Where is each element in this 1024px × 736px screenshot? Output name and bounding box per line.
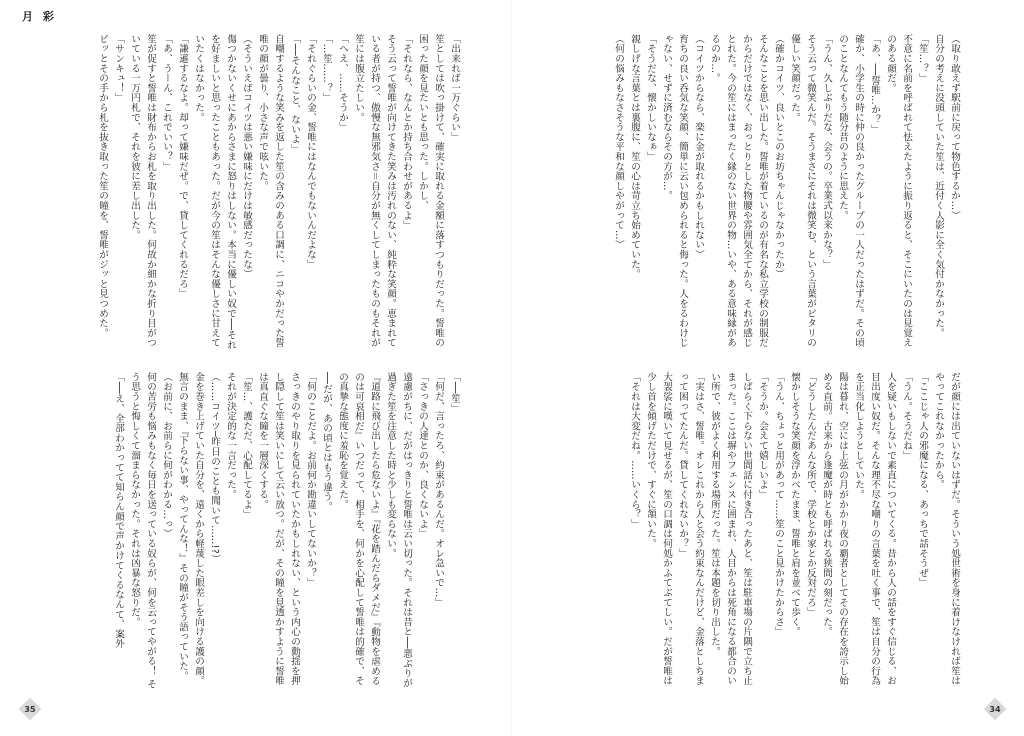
text-paragraph: だが顔には出ていないはずだ。そういう処世術を身に着けなければ笙はやってこれなかったから。 [933, 372, 960, 686]
text-paragraph: （そういえばコイツは悪い嫌味にだけは敏感だったな） [241, 34, 252, 279]
text-paragraph: 確か、小学生の時に仲の良かったグループの一人だったはずだ。その頃のことなんてもう随分昔のように思えた。 [837, 34, 864, 348]
right-page-bottom-text [542, 372, 962, 690]
text-paragraph: 「笙…、護ただ、心配してるよ」 [241, 372, 252, 519]
text-paragraph: さっきのやり取りを見られていたかもしれない、という内心の動揺を押し隠して笙は笑いにして云い放つ。だが、その瞳を見透かすように誓唯は真直ぐな瞳を一層深くする。 [257, 372, 300, 686]
text-paragraph: 「へえ、……そうか」 [337, 34, 348, 132]
text-paragraph: 「何だ、言ったろ、約束があるんだ。オレ急いで…」 [433, 372, 444, 608]
text-paragraph: 傷つかないくせにあからさまに怒りはしない。本当に優しい奴で──それを好ましいと思ったこともあった。だが今の笙はそんな優しさに甘えていたくはなかった。 [193, 34, 236, 350]
text-paragraph: 「さっきの人達とのか、良くないよ」 [417, 372, 428, 539]
text-paragraph: 「──え、全部わかってて知らん顔で声かけてくるなんて、案外 [113, 372, 124, 649]
text-paragraph: そう云って微笑んだ。そうまさにそれは微笑む、という言葉がピタリの優しい笑顔だった。 [789, 34, 816, 348]
text-paragraph: 笙としては吹っ掛けて、確実に取れる金額に落すつもりだった。誓唯の困った顔を見たいとも思った。しかし、 [417, 34, 444, 348]
text-paragraph: そう云って誓唯が向けてきた笑みは汚れのない、純粋な笑顔。恵まれている者が持つ、傲慢な無邪気さ＝自分が無くしてしまったものもそれが笙には腹立たしい。 [353, 34, 396, 348]
text-paragraph: 「それなら、なんとか持ち合わせがあるよ」 [401, 34, 412, 230]
text-paragraph: 「それぐらいの金、誓唯にはなんでもないんだよな」 [305, 34, 316, 270]
text-paragraph: 大袈裟に嘆いて見せるが、笙の口調は何処かふてぶてしい。だが誓唯は少し首を傾げただけで、すぐに頷いた。 [645, 372, 672, 686]
text-paragraph: （……コイツ─昨日のことも聞いて……!?） [209, 372, 220, 564]
page-number-label: 35 [24, 704, 36, 714]
text-paragraph: 「そうか。会えて嬉しいよ」 [757, 372, 768, 500]
text-paragraph: しばらく下らない世間話に付き合ったあと、笙は駐車場の片隅で立ち止まった。ここは塀やフェンスに囲まれ、人目からは死角になる都合のいい所で、彼がよく利用する場所だった。笙は本題を切り出した。 [709, 372, 752, 686]
text-paragraph: 「サンキュ！」 [113, 34, 124, 103]
text-paragraph: 懐かしそうな笑顔を浮かべたまま、誓唯と肩を並べて歩く。 [789, 372, 800, 637]
page-number-34 [982, 696, 1008, 722]
text-paragraph: 「──そんなこと、ないよ」 [289, 34, 300, 154]
running-header: 月 彩 [22, 10, 57, 23]
right-page [512, 0, 1024, 736]
text-paragraph: 何の苦労も悩みもなく毎日を送っている奴らが、何を云ってやがる！ そう思うと悔しくて溜まらなかった。それは凶暴な怒りだ。 [129, 372, 156, 689]
text-paragraph: 「…笙……？」 [321, 34, 332, 103]
text-paragraph: 陽は暮れ、空には上弦の月がかかり夜の覇者としてその存在を誇示し始める直前。古来から逢魔が時とも呼ばれる狭間の刻だった。 [821, 372, 848, 686]
text-paragraph: 『道路に飛び出したら危ないよ』『花を踏んだらダメだ』『動物を虐めるのは可哀相だ』いつだって、相手を、何かを心配して誓唯は的確で、その真摯な態度に羞恥を覚えた。 [337, 372, 380, 686]
text-paragraph: 「笙…？」 [917, 34, 928, 83]
text-paragraph: 「何のことだよ。お前何か勘違いしてないか？」 [305, 372, 316, 588]
text-paragraph: （取り敢えず駅前に戻って物色するか…） [949, 34, 960, 221]
text-paragraph: 「どうしたんだあんな所で、学校とか家とか反対だろ」 [805, 372, 816, 617]
text-paragraph: 金を巻き上げていた自分を、遠くから軽蔑した眼差しを向ける護の顔。無言のまま、『下らない事、やってんな！』その瞳がそう語っていた。 [177, 372, 204, 686]
text-paragraph: 「あ、うーん、これでいい？」 [161, 34, 172, 172]
text-paragraph: 遠慮がちに、だがはっきりと誓唯は云い切った。それは昔と──悪ぶりが過ぎた笙を注意した時と少しも変らない。 [385, 372, 412, 688]
page-number-35 [17, 696, 43, 722]
text-paragraph: （確かコイツ、良いとこのお坊ちゃんじゃなかったか） [773, 34, 784, 279]
text-paragraph: それが決定的な一言だった。 [225, 372, 236, 500]
text-paragraph: （お前に、お前らに何がわかる…っ） [161, 372, 172, 539]
text-paragraph: 自嘲するような笑みを返した笙の含みのある口調に、ニコやかだった誓唯の顔が曇り、小さな声で呟いた。 [257, 34, 284, 348]
text-paragraph: ピッとその手から札を抜き取った笙の瞳を、誓唯がジッと見つめた。 [97, 34, 108, 338]
text-paragraph: 育ちの良い呑気な笑顔、簡単に云い包められると侮った。人をるわけじゃない、せずに済むならその方が…。 [661, 34, 688, 348]
text-paragraph: 「うん。そうだね」 [901, 372, 912, 461]
text-paragraph: （何の悩みもなさそうな平和な顔しやがって…） [613, 34, 624, 250]
text-paragraph: 「そうだな、懐かしいなぁ」 [645, 34, 656, 162]
page-number-label: 34 [989, 704, 1001, 714]
text-paragraph: （コイツからなら、楽に金が取れるかもしれない） [693, 34, 704, 260]
text-paragraph: そんなことを思い出した。誓唯が着ているのが有名な私立学校の制服だからだけではなく、おっとりとした物腰や雰囲気全てから、それが感じとれた。今の笙にはまったく縁のない世界の物…いや、ある意味縁があるのか…。 [709, 34, 768, 348]
text-paragraph: 人を疑いもしないで素直についてくる。昔から人の話をすぐ信じる、お目出度い奴だ。そんな理不尽な嘲りの言葉を吐く事で、笙は自分の行為を正当化しようとしていた。 [853, 372, 896, 686]
text-paragraph: 「うん、久しぶりだな、会うの。卒業式以来かな？」 [821, 34, 832, 270]
right-page-top-text [542, 34, 962, 352]
text-paragraph: 「ここじゃ人の邪魔になる、あっちで話そうぜ」 [917, 372, 928, 588]
text-paragraph: 「それは大変だね。……いくら？」 [629, 372, 640, 529]
text-paragraph: 親しげな言葉とは裏腹に、笙の心は苛立ち始めていた。 [629, 34, 640, 279]
text-paragraph: 「出来れば一万ぐらい」 [449, 34, 460, 142]
text-paragraph: 「謙遜するなよ。却って嫌味だぜ。で、貸してくれるだろ」 [177, 34, 188, 299]
text-paragraph: 「実はさ、誓唯。オレこれから人と会う約束なんだけど、金落としちまって困ってたんだ。貸してくれないか？」 [677, 372, 704, 686]
text-paragraph: ──だが、あの頃とはもう違う。 [321, 372, 332, 512]
text-paragraph: 自分の考えに没頭していた笙は、近付く人影に全く気付かなかった。 [933, 34, 944, 338]
text-paragraph: 「──笙」 [449, 372, 460, 414]
left-page-top-text [38, 34, 462, 352]
text-paragraph: 笙が促すと誓唯は財布からお札を取り出した。何故か細かな折り目がついている一万円札で、それを彼に差し出した。 [129, 34, 156, 348]
text-paragraph: 「あ、──誓唯…か？」 [869, 34, 880, 135]
text-paragraph: 不意に名前を呼ばれて怯えたように振り返ると、そこにいたのは見覚えのある顔だ。 [885, 34, 912, 348]
text-paragraph: 「うん、ちょっと用があって……笙のこと見かけたからさ」 [773, 372, 784, 637]
left-page-bottom-text [38, 372, 462, 690]
